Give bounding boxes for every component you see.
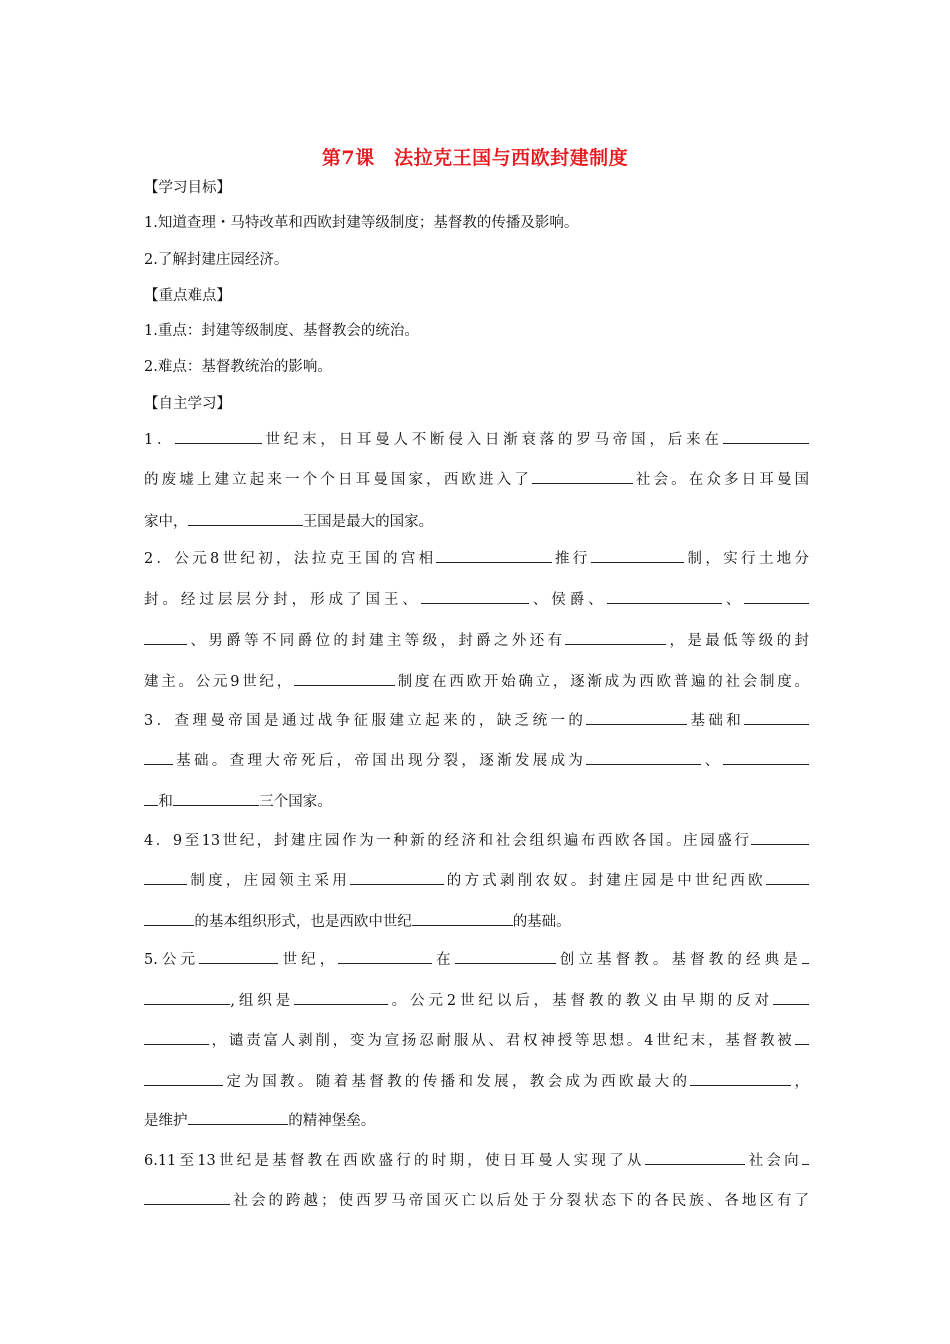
fill-in-blank[interactable]: [436, 548, 551, 563]
text-line: 定为国教。随着基督教的传播和发展，教会成为西欧最大的 ，: [144, 1071, 809, 1092]
text-line: 6.11至13世纪是基督教在西欧盛行的时期，使日耳曼人实现了从 社会向: [144, 1150, 809, 1171]
text-line: 的废墟上建立起来一个个日耳曼国家，西欧进入了 社会。在众多日耳曼国: [144, 469, 809, 490]
fill-in-blank[interactable]: [591, 548, 685, 563]
fill-in-blank[interactable]: [144, 1071, 223, 1086]
fill-in-blank[interactable]: [802, 1150, 809, 1165]
fill-in-blank[interactable]: [455, 949, 556, 964]
fill-in-blank[interactable]: [144, 911, 194, 926]
fill-in-blank[interactable]: [294, 671, 395, 686]
fill-in-blank[interactable]: [802, 949, 809, 964]
fill-in-blank[interactable]: [338, 949, 432, 964]
fill-in-blank[interactable]: [565, 630, 666, 645]
text-line: 1.重点：封建等级制度、基督教会的统治。: [144, 323, 419, 339]
fill-in-blank[interactable]: [144, 1190, 230, 1205]
fill-in-blank[interactable]: [773, 990, 809, 1005]
fill-in-blank[interactable]: [690, 1071, 791, 1086]
text-line: 4．9至13世纪，封建庄园作为一种新的经济和社会组织遍布西欧各国。庄园盛行: [144, 830, 809, 851]
fill-in-blank[interactable]: [723, 750, 809, 765]
text-line: 【学习目标】: [144, 180, 231, 196]
fill-in-blank[interactable]: [645, 1150, 746, 1165]
text-line: 的基本组织形式，也是西欧中世纪 的基础。: [144, 911, 809, 932]
text-line: 2.了解封建庄园经济。: [144, 252, 289, 268]
fill-in-blank[interactable]: [744, 710, 809, 725]
fill-in-blank[interactable]: [412, 911, 513, 926]
text-line: 【自主学习】: [144, 396, 231, 412]
fill-in-blank[interactable]: [144, 750, 173, 765]
text-line: 建主。公元9世纪， 制度在西欧开始确立，逐渐成为西欧普遍的社会制度。: [144, 671, 809, 692]
fill-in-blank[interactable]: [173, 791, 259, 806]
text-line: 家中， 王国是最大的国家。: [144, 511, 809, 532]
fill-in-blank[interactable]: [294, 990, 388, 1005]
fill-in-blank[interactable]: [421, 589, 529, 604]
fill-in-blank[interactable]: [199, 949, 278, 964]
text-line: 2．公元8世纪初，法拉克王国的宫相 推行 制，实行土地分: [144, 548, 809, 569]
fill-in-blank[interactable]: [144, 630, 187, 645]
fill-in-blank[interactable]: [175, 429, 261, 444]
text-line: 1． 世纪末，日耳曼人不断侵入日渐衰落的罗马帝国，后来在: [144, 429, 809, 450]
text-line: 基础。查理大帝死后，帝国出现分裂，逐渐发展成为 、: [144, 750, 809, 771]
fill-in-blank[interactable]: [751, 830, 809, 845]
text-line: 封。经过层层分封，形成了国王、 、侯爵、 、: [144, 589, 809, 610]
text-line: 3．查理曼帝国是通过战争征服建立起来的，缺乏统一的 基础和: [144, 710, 809, 731]
fill-in-blank[interactable]: [144, 990, 230, 1005]
fill-in-blank[interactable]: [350, 870, 444, 885]
text-line: 1.知道查理・马特改革和西欧封建等级制度；基督教的传播及影响。: [144, 215, 579, 231]
fill-in-blank[interactable]: [144, 870, 187, 885]
text-line: 、男爵等不同爵位的封建主等级，封爵之外还有 ，是最低等级的封: [144, 630, 809, 651]
fill-in-blank[interactable]: [586, 710, 687, 725]
fill-in-blank[interactable]: [766, 870, 809, 885]
text-line: 5.公元 世纪， 在 创立基督教。基督教的经典是: [144, 949, 809, 970]
text-line: 2.难点：基督教统治的影响。: [144, 359, 332, 375]
fill-in-blank[interactable]: [744, 589, 809, 604]
fill-in-blank[interactable]: [607, 589, 722, 604]
fill-in-blank[interactable]: [144, 1030, 209, 1045]
text-line: ，谴责富人剥削，变为宣扬忍耐服从、君权神授等思想。4世纪末，基督教被: [144, 1030, 809, 1051]
fill-in-blank[interactable]: [723, 429, 809, 444]
fill-in-blank[interactable]: [586, 750, 701, 765]
fill-in-blank[interactable]: [144, 791, 158, 806]
fill-in-blank[interactable]: [188, 511, 303, 526]
text-line: 【重点难点】: [144, 288, 231, 304]
text-line: 社会的跨越；使西罗马帝国灭亡以后处于分裂状态下的各民族、各地区有了: [144, 1190, 809, 1211]
text-line: ,组织是 。公元2世纪以后，基督教的教义由早期的反对: [144, 990, 809, 1011]
page-title: 第7课 法拉克王国与西欧封建制度: [321, 147, 629, 169]
fill-in-blank[interactable]: [532, 469, 633, 484]
text-line: 制度，庄园领主采用 的方式剥削农奴。封建庄园是中世纪西欧: [144, 870, 809, 891]
fill-in-blank[interactable]: [795, 1030, 809, 1045]
text-line: 是维护 的精神堡垒。: [144, 1110, 809, 1131]
text-line: 和 三个国家。: [144, 791, 809, 812]
fill-in-blank[interactable]: [188, 1110, 289, 1125]
